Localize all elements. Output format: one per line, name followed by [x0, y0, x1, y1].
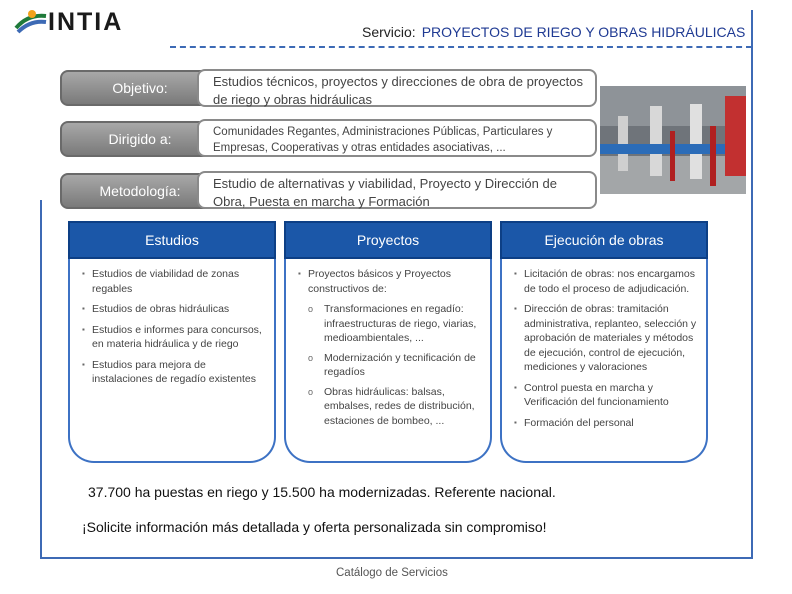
frame-border-bottom	[40, 557, 753, 559]
works-execution-header: Ejecución de obras	[500, 221, 708, 259]
audience-text: Comunidades Regantes, Administraciones Públicas, Particulares y Empresas, Cooperativas y otras entidades asociativas, ...	[197, 119, 597, 157]
list-item: ▪ Estudios de viabilidad de zonas regables	[82, 267, 266, 296]
list-item: ▪ Estudios para mejora de instalaciones de regadío existentes	[82, 358, 266, 387]
irrigation-facility-photo	[600, 86, 746, 194]
frame-border-right	[751, 10, 753, 558]
projects-body	[284, 259, 492, 463]
list-subitem: o Modernización y tecnificación de regadíos	[298, 351, 482, 380]
list-item: ▪ Licitación de obras: nos encargamos de todo el proceso de adjudicación.	[514, 267, 698, 296]
methodology-label: Metodología:	[60, 173, 220, 209]
call-to-action: ¡Solicite información más detallada y oferta personalizada sin compromiso!	[82, 519, 547, 535]
studies-header: Estudios	[68, 221, 276, 259]
service-title: PROYECTOS DE RIEGO Y OBRAS HIDRÁULICAS	[421, 24, 746, 40]
objective-label: Objetivo:	[60, 70, 220, 106]
logo-text: INTIA	[48, 8, 124, 36]
frame-border-left	[40, 200, 42, 558]
service-header	[362, 24, 745, 40]
list-item: ▪ Estudios de obras hidráulicas	[82, 302, 266, 317]
studies-body	[68, 259, 276, 463]
projects-column	[284, 221, 492, 463]
service-label: Servicio:	[362, 24, 416, 40]
reference-statement: 37.700 ha puestas en riego y 15.500 ha modernizadas. Referente nacional.	[88, 484, 556, 500]
audience-label: Dirigido a:	[60, 121, 220, 157]
list-item: ▪ Dirección de obras: tramitación administrativa, replanteo, selección y aprobación de materiales y métodos de ejecución, control de ejecución, mediciones y valoraciones	[514, 302, 698, 375]
works-execution-body	[500, 259, 708, 463]
list-item: ▪ Control puesta en marcha y Verificación del funcionamiento	[514, 381, 698, 410]
studies-column	[68, 221, 276, 463]
footer-caption: Catálogo de Servicios	[336, 567, 448, 579]
header-divider	[170, 46, 752, 48]
list-item: ▪ Formación del personal	[514, 416, 698, 431]
works-execution-column	[500, 221, 708, 463]
list-subitem: o Obras hidráulicas: balsas, embalses, redes de distribución, estaciones de bombeo, ...	[298, 385, 482, 429]
list-item: ▪ Proyectos básicos y Proyectos constructivos de:	[298, 267, 482, 296]
objective-text: Estudios técnicos, proyectos y direcciones de obra de proyectos de riego y obras hidráulicas	[197, 69, 597, 107]
methodology-text: Estudio de alternativas y viabilidad, Proyecto y Dirección de Obra, Puesta en marcha y Formación	[197, 171, 597, 209]
list-subitem: o Transformaciones en regadío: infraestructuras de riego, viarias, medioambientales, ...	[298, 302, 482, 346]
projects-header: Proyectos	[284, 221, 492, 259]
list-item: ▪ Estudios e informes para concursos, en materia hidráulica y de riego	[82, 323, 266, 352]
